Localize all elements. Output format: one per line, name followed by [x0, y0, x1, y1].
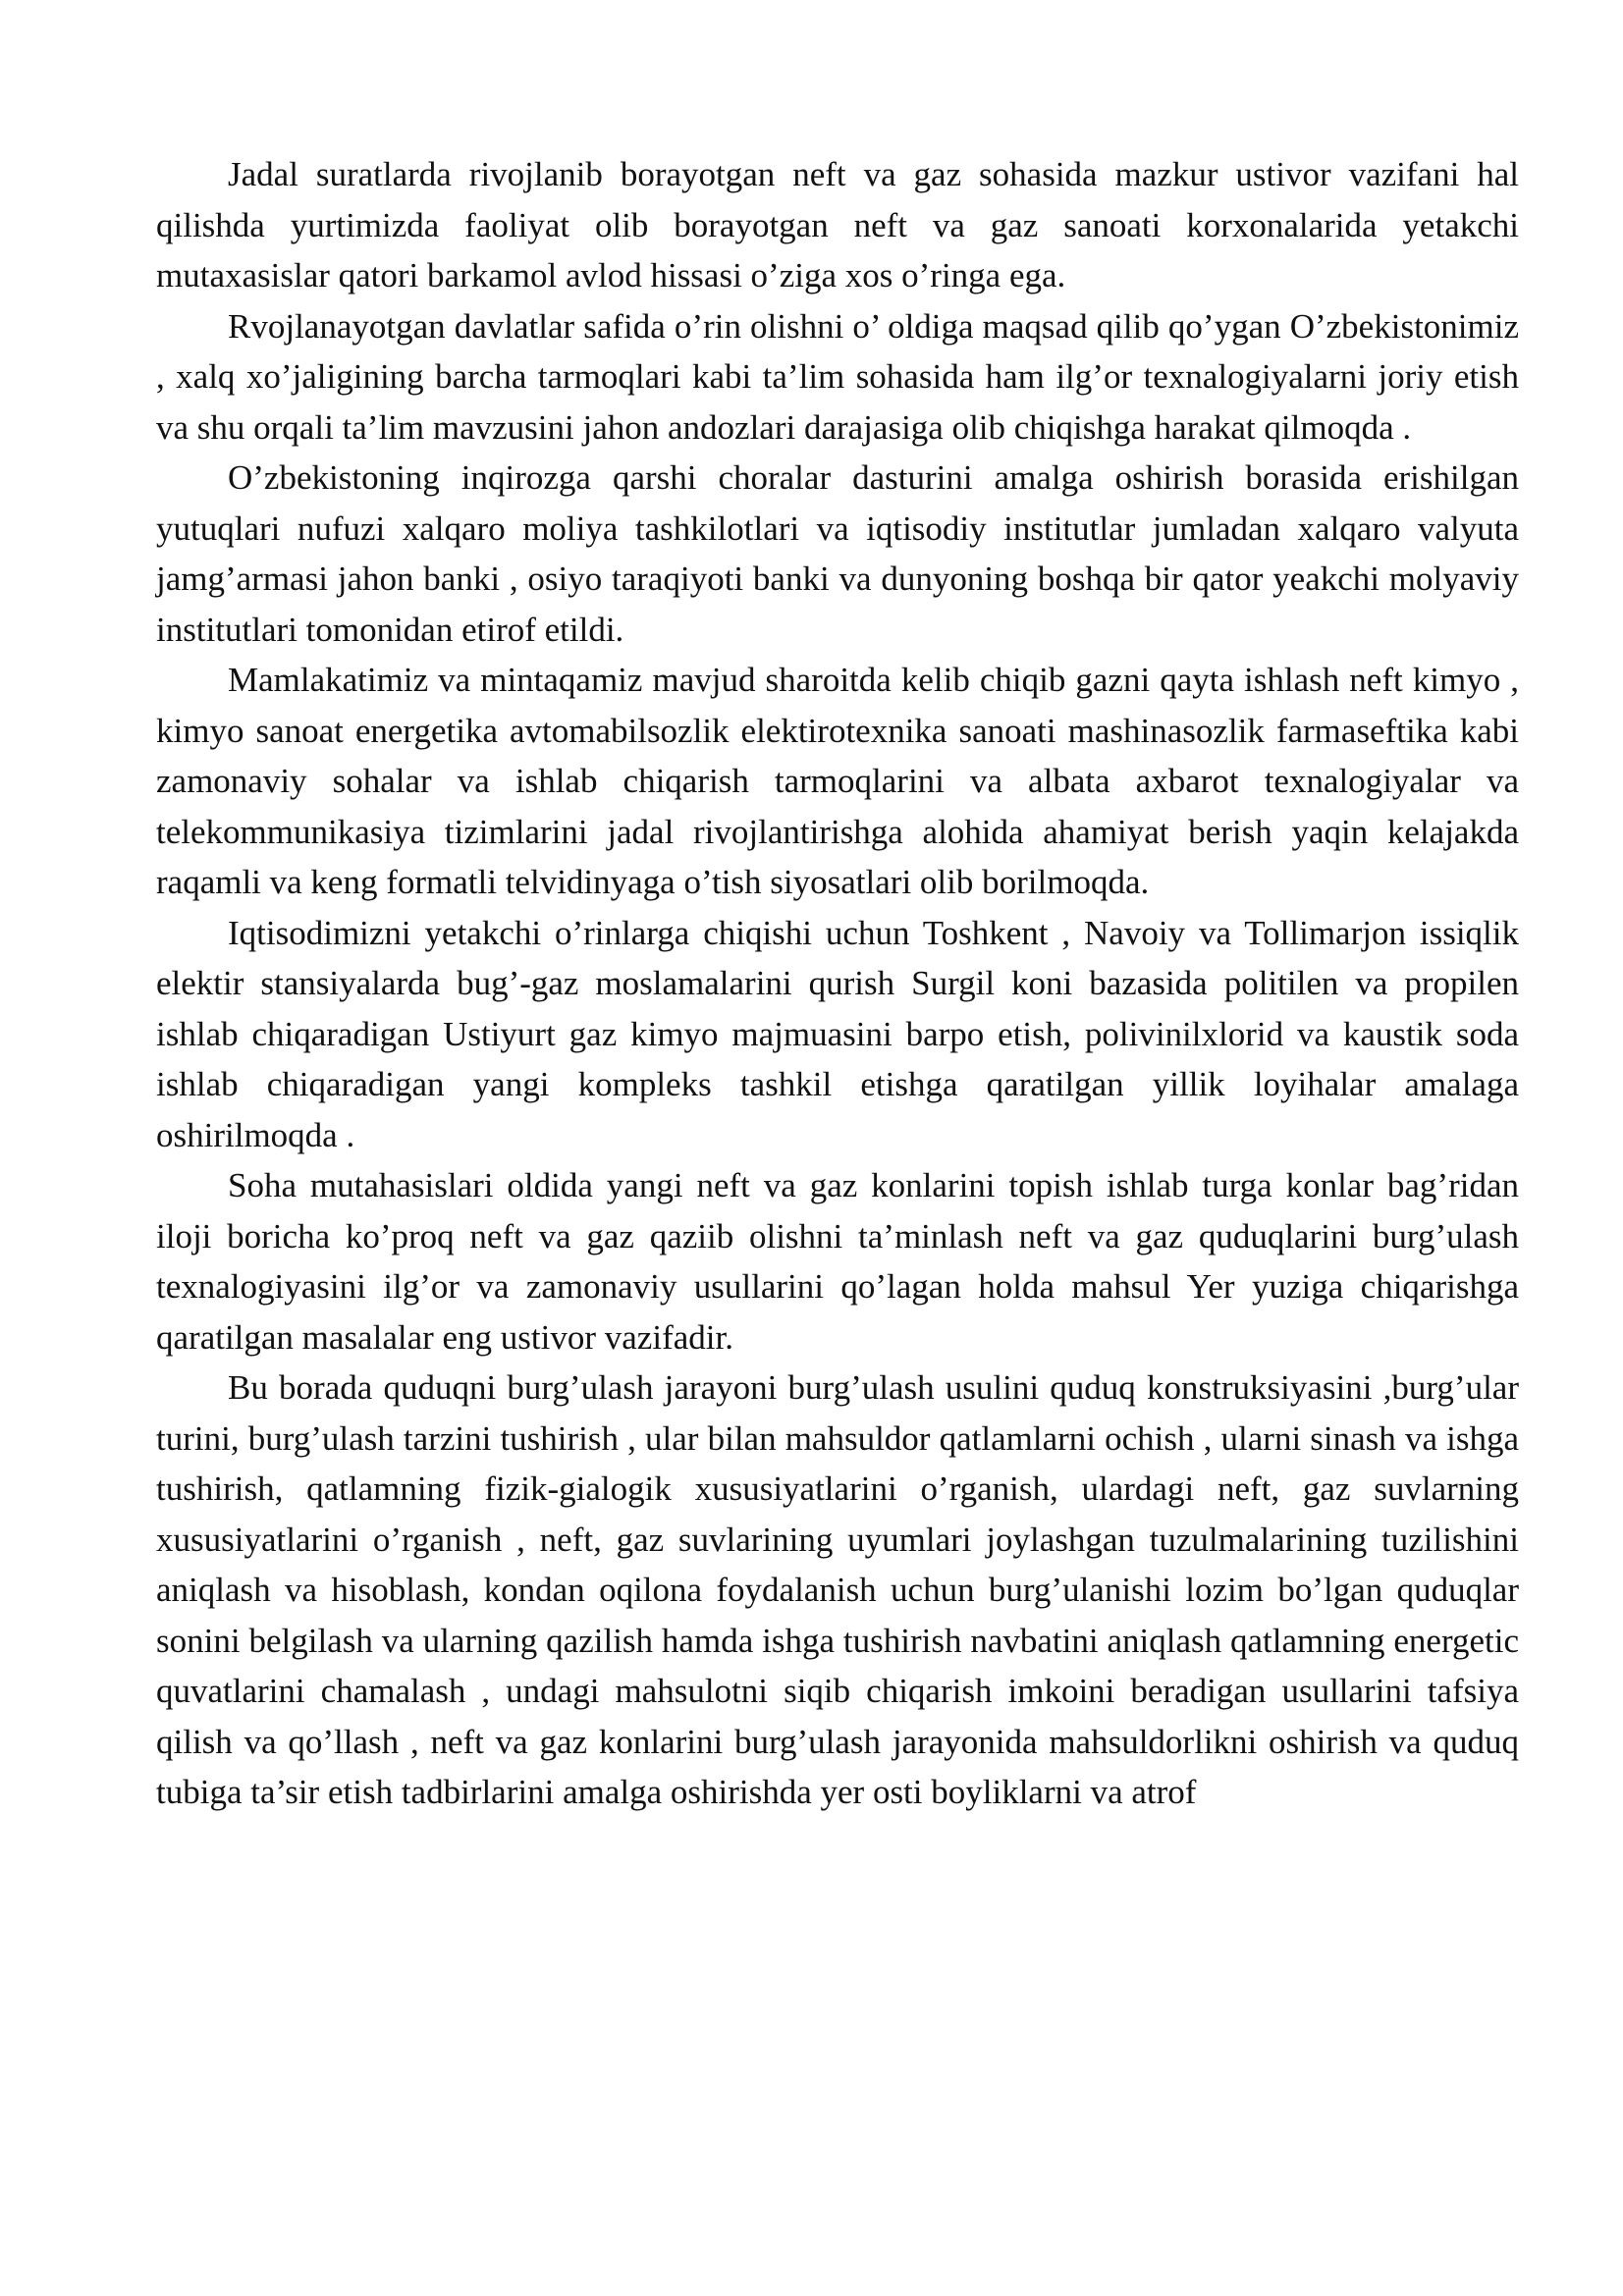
paragraph: Soha mutahasislari oldida yangi neft va gaz konlarini topish ishlab turga konlar bag’ridan iloji boricha ko’proq neft va gaz qaziib olishni ta’minlash neft va gaz quduqlarini burg’ulash texnalogiyasini ilg’or va zamonaviy usullarini qo’lagan holda mahsul Yer yuziga chiqarishga qaratilgan masalalar eng ustivor vazifadir.	[156, 1166, 1519, 1357]
paragraph: Rvojlanayotgan davlatlar safida o’rin olishni o’ oldiga maqsad qilib qo’ygan O’zbekistonimiz , xalq xo’jaligining barcha tarmoqlari kabi ta’lim sohasida ham ilg’or texnalogiyalarni joriy etish va shu orqali ta’lim mavzusini jahon andozlari darajasiga olib chiqishga harakat qilmoqda .	[156, 306, 1519, 447]
paragraph: O’zbekistoning inqirozga qarshi choralar dasturini amalga oshirish borasida erishilgan yutuqlari nufuzi xalqaro moliya tashkilotlari va iqtisodiy institutlar jumladan xalqaro valyuta jamg’armasi jahon banki , osiyo taraqiyoti banki va dunyoning boshqa bir qator yeakchi molyaviy institutlari tomonidan etirof etildi.	[156, 458, 1519, 649]
paragraph: Mamlakatimiz va mintaqamiz mavjud sharoitda kelib chiqib gazni qayta ishlash neft kimyo , kimyo sanoat energetika avtomabilsozlik elektirotexnika sanoati mashinasozlik farmaseftika kabi zamonaviy sohalar va ishlab chiqarish tarmoqlarini va albata axbarot texnalogiyalar va telekommunikasiya tizimlarini jadal rivojlantirishga alohida ahamiyat berish yaqin kelajakda raqamli va keng formatli telvidinyaga o’tish siyosatlari olib borilmoqda.	[156, 661, 1519, 901]
document-page	[156, 149, 1519, 1818]
paragraph: Iqtisodimizni yetakchi o’rinlarga chiqishi uchun Toshkent , Navoiy va Tollimarjon issiqlik elektir stansiyalarda bug’-gaz moslamalarini qurish Surgil koni bazasida politilen va propilen ishlab chiqaradigan Ustiyurt gaz kimyo majmuasini barpo etish, polivinilxlorid va kaustik soda ishlab chiqaradigan yangi kompleks tashkil etishga qaratilgan yillik loyihalar amalaga oshirilmoqda .	[156, 913, 1519, 1154]
paragraph: Jadal suratlarda rivojlanib borayotgan neft va gaz sohasida mazkur ustivor vazifani hal qilishda yurtimizda faoliyat olib borayotgan neft va gaz sanoati korxonalarida yetakchi mutaxasislar qatori barkamol avlod hissasi o’ziga xos o’ringa ega.	[156, 155, 1519, 294]
paragraph: Bu borada quduqni burg’ulash jarayoni burg’ulash usulini quduq konstruksiyasini ,burg’ular turini, burg’ulash tarzini tushirish , ular bilan mahsuldor qatlamlarni ochish , ularni sinash va ishga tushirish, qatlamning fizik-gialogik xususiyatlarini o’rganish, ulardagi neft, gaz suvlarning xususiyatlarini o’rganish , neft, gaz suvlarining uyumlari joylashgan tuzulmalarining tuzilishini aniqlash va hisoblash, kondan oqilona foydalanish uchun burg’ulanishi lozim bo’lgan quduqlar sonini belgilash va ularning qazilish hamda ishga tushirish navbatini aniqlash qatlamning energetic quvatlarini chamalash , undagi mahsulotni siqib chiqarish imkoini beradigan usullarini tafsiya qilish va qo’llash , neft va gaz konlarini burg’ulash jarayonida mahsuldorlikni oshirish va quduq tubiga ta’sir etish tadbirlarini amalga oshirishda yer osti boyliklarni va atrof	[156, 1368, 1519, 1811]
